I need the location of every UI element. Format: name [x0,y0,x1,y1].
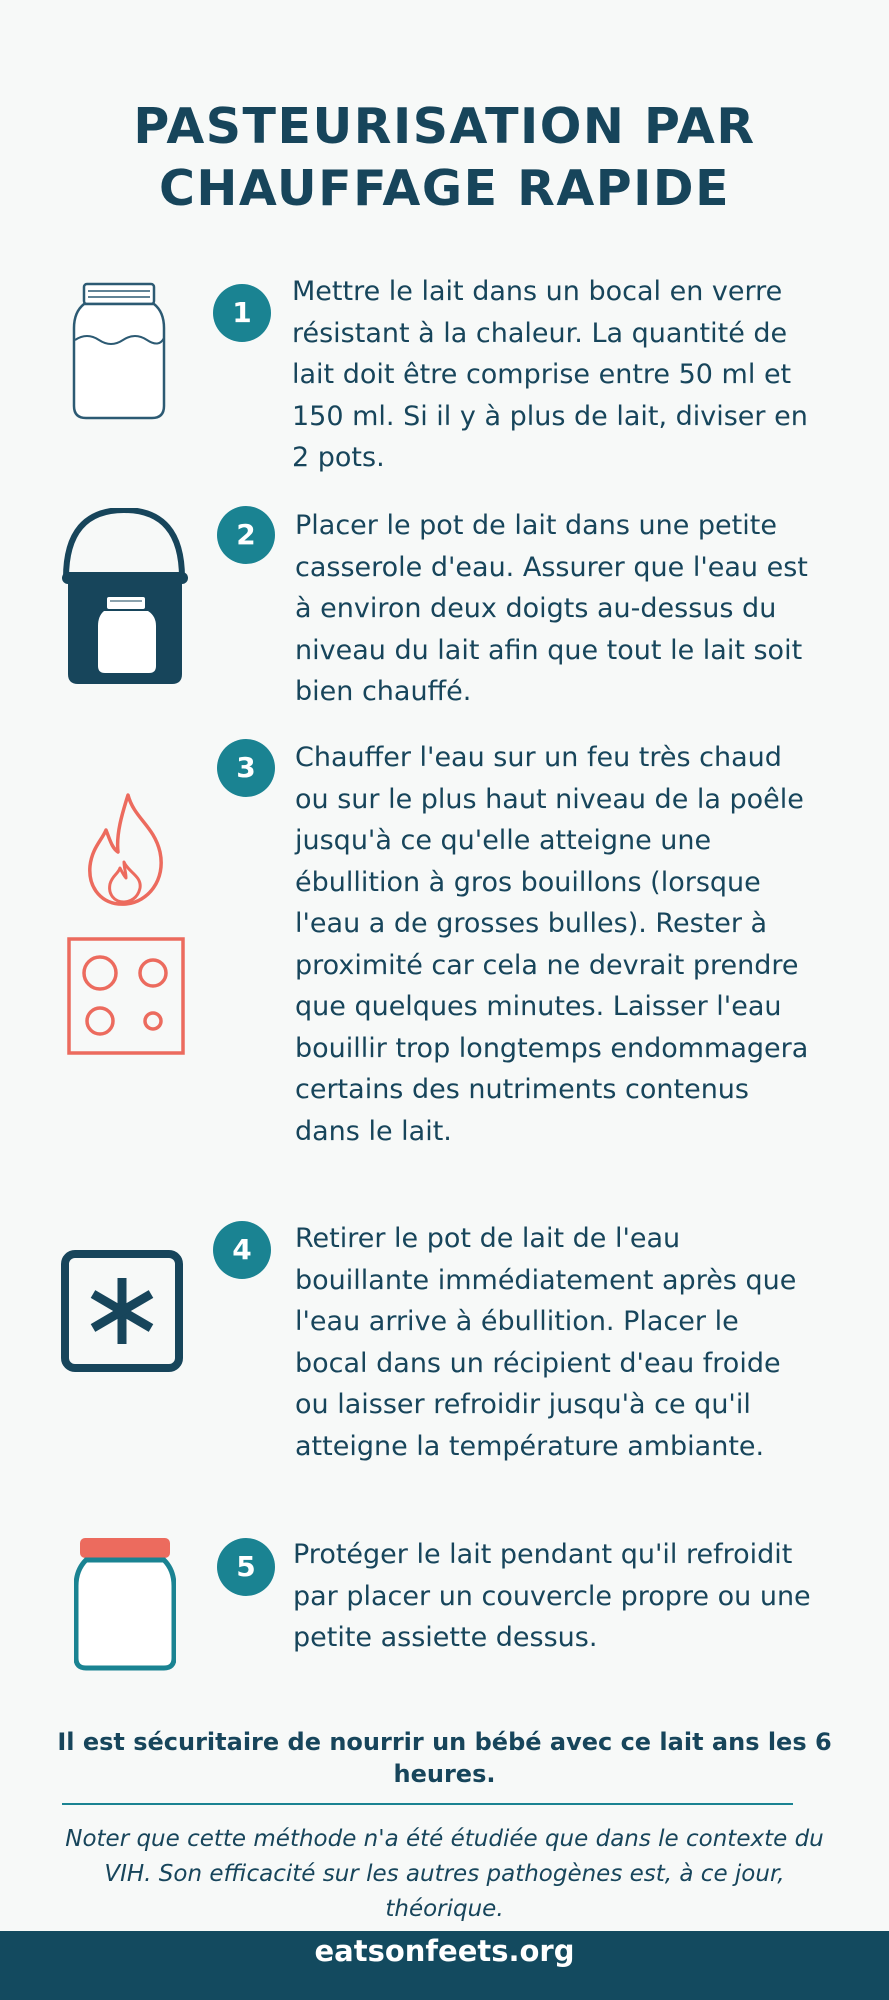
footer-bar [0,1931,889,2000]
page-title: PASTEURISATION PAR CHAUFFAGE RAPIDE [133,98,756,217]
step-text-3: Chauffer l'eau sur un feu très chaud ou sur le plus haut niveau de la poêle jusqu'à ce qu'elle atteigne une ébullition à gros bouillons (lorsque l'eau a de grosses bulles). Rester à proximité car cela ne devrait prendre que quelques minutes. Laisser l'eau bouillir trop longtemps endommagera certains des nutriments contenus dans le lait. [295,742,809,1147]
pot-with-jar-icon [60,508,190,686]
divider [62,1803,793,1805]
glass-jar-icon [71,282,167,420]
step-text-4: Retirer le pot de lait de l'eau bouillante immédiatement après que l'eau arrive à ébullition. Placer le bocal dans un récipient d'eau froide ou laisser refroidir jusqu'à ce qu'il atteigne la température ambiante. [295,1223,797,1462]
snowflake-cooling-icon [61,1250,183,1372]
step-number-2: 2 [217,506,275,564]
covered-jar-icon [74,1536,176,1672]
step-text-5: Protéger le lait pendant qu'il refroidit par placer un couvercle propre ou une petite assiette dessus. [293,1539,811,1653]
step-text-1: Mettre le lait dans un bocal en verre résistant à la chaleur. La quantité de lait doit être comprise entre 50 ml et 150 ml. Si il y à plus de lait, diviser en 2 pots. [292,276,808,473]
step-number-5: 5 [217,1538,275,1596]
step-number-3: 3 [217,739,275,797]
research-note: Noter que cette méthode n'a été étudiée que dans le contexte du VIH. Son efficacité sur les autres pathogènes est, à ce jour, théorique. [65,1826,824,1922]
website-url[interactable]: eatsonfeets.org [314,1934,575,1968]
step-number-4: 4 [213,1221,271,1279]
step-text-2: Placer le pot de lait dans une petite casserole d'eau. Assurer que l'eau est à environ deux doigts au-dessus du niveau du lait afin que tout le lait soit bien chauffé. [295,510,808,707]
step-number-1: 1 [213,284,271,342]
stove-icon [67,937,185,1055]
safety-statement: Il est sécuritaire de nourrir un bébé avec ce lait ans les 6 heures. [57,1728,832,1788]
flame-icon [84,792,168,908]
